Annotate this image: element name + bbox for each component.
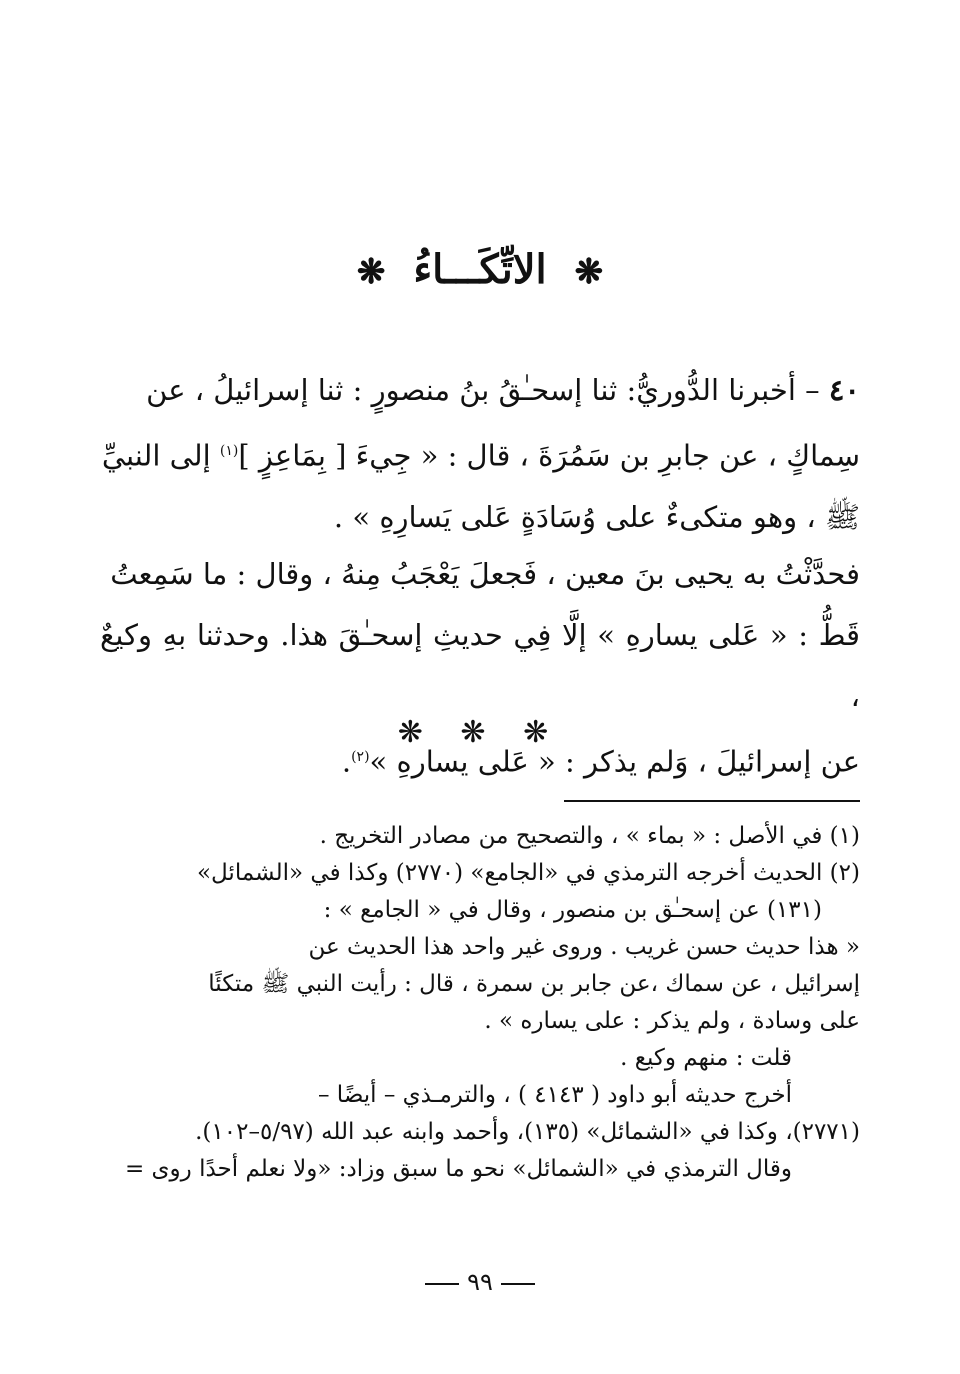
ornament-star-icon: ❋ (574, 252, 604, 292)
chapter-heading (0, 240, 960, 302)
hadith-line (100, 421, 860, 487)
chapter-title: الاتِّكَـــاءُ (413, 246, 547, 293)
page-number-dash (501, 1283, 535, 1285)
narration-line: قَطُّ : « عَلى يسارهِ » إلَّا فِي حديثِ إسحـٰقَ هذا. وحدثنا بهِ وكيعٌ ، (100, 618, 860, 713)
narration-line: فحدَّثْتُ به يحيى بنَ معين ، فَجعلَ يَعْجَبُ مِنهُ ، وقال : ما سَمِعتُ (110, 557, 860, 591)
footnote-2-line: وقال الترمذي في «الشمائل» نحو ما سبق وزاد: «ولا نعلم أحدًا روى = (124, 1156, 792, 1182)
footnote-2-line: إسرائيل ، عن سماك ،عن جابر بن سمرة ، قال : رأيت النبي ﷺ متكئًا (208, 971, 860, 997)
hadith-line (100, 360, 860, 421)
footnote-1: (١) في الأصل : « بماء » ، والتصحيح من مصادر التخريج . (319, 823, 860, 849)
footnote-2-line: أخرج حديثه أبو داود ( ٤١٤٣ ) ، والترمـذي – أيضًا – (318, 1082, 792, 1108)
hadith-text: إلى النبيِّ (101, 438, 211, 473)
ornament-star-icon: ❋ (356, 252, 386, 292)
narration-text: عن إسرائيلَ ، وَلم يذكر : « عَلى يسارهِ » (369, 744, 860, 779)
page-number (0, 1262, 960, 1302)
footnote-rule (564, 800, 860, 802)
footnote-2-line: قلت : منهم وكيع . (620, 1045, 792, 1071)
section-separator: ❋ ❋ ❋ (397, 715, 563, 750)
hadith-number: ٤٠ (828, 373, 860, 407)
footnote-2-line: « هذا حديث حسن غريب . وروى غير واحد هذا الحديث عن (308, 934, 860, 960)
page-number-dash (425, 1283, 459, 1285)
hadith-text: سِماكٍ ، عن جابرِ بن سَمُرَةَ ، قال : « جِيءَ [ بِمَاعِزٍ ] (238, 438, 860, 473)
footnotes (100, 818, 860, 1188)
footnote-2-line: على وسادة ، ولم يذكر : على يساره » . (484, 1008, 860, 1034)
footnote-ref: (٢) (351, 749, 370, 765)
narration-text: . (341, 744, 352, 779)
footnote-2-line: (١٣١) عن إسحـٰق بن منصور ، وقال في « الجامع » : (323, 897, 822, 923)
hadith-text: أخبرنا الدُّوريُّ: ثنا إسحـٰقُ بنُ منصورٍ : ثنا إسرائيلُ ، عن (146, 373, 796, 407)
hadith-line: ﷺ ، وهو متكىءٌ على وُسَادَةٍ عَلى يَسارِهِ » . (333, 499, 860, 534)
footnote-2: (٢) الحديث أخرجه الترمذي في «الجامع» (٢٧٧٠) وكذا في «الشمائل» (196, 860, 860, 886)
footnote-ref: (١) (219, 443, 239, 459)
page-number-value: ٩٩ (467, 1268, 493, 1296)
footnote-2-line: (٢٧٧١)، وكذا في «الشمائل» (١٣٥)، وأحمد وابنه عبد الله (٥/٩٧–١٠٢). (195, 1119, 860, 1145)
hadith-paragraph (100, 360, 860, 548)
hadith-dash: – (805, 373, 820, 407)
